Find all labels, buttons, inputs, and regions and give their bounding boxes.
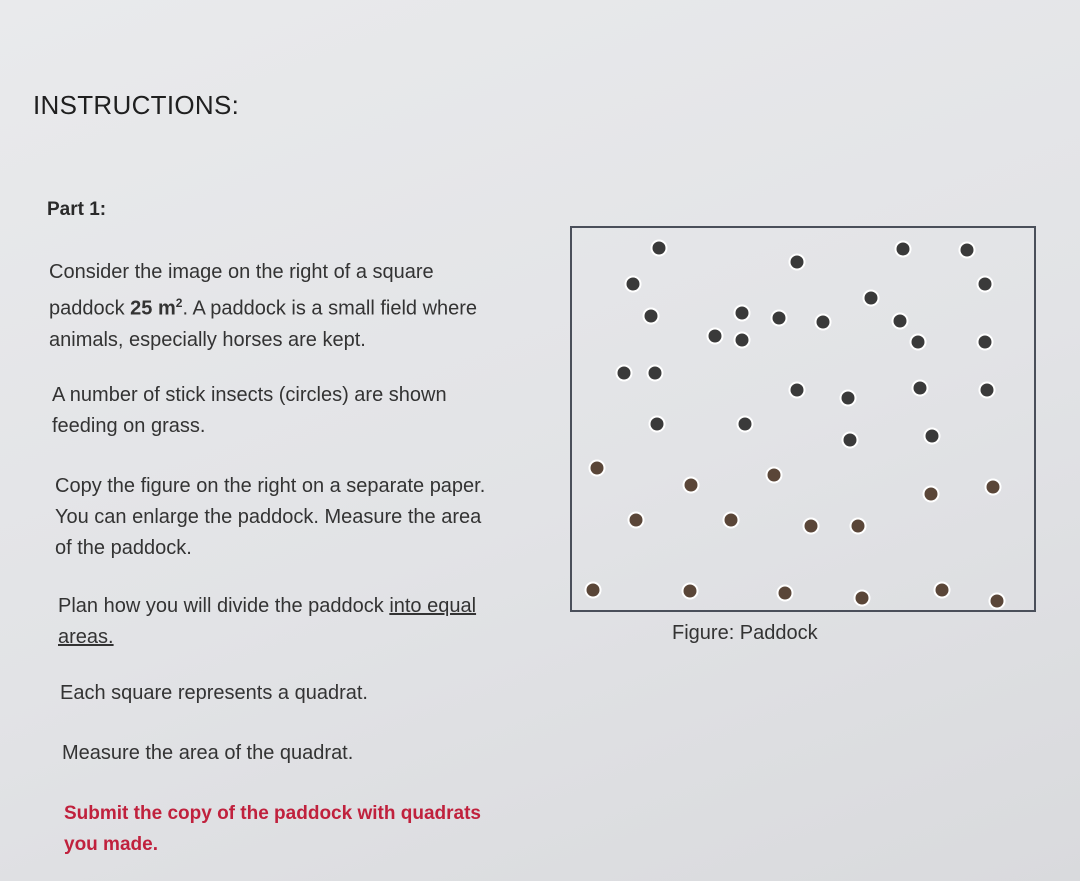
para2-line2: feeding on grass. [52,415,206,437]
stick-insect-circle [724,513,739,528]
stick-insect-circle [841,391,856,406]
area-superscript: 2 [175,296,183,310]
figure-caption: Figure: Paddock [672,622,818,644]
stick-insect-circle [772,311,787,326]
stick-insect-circle [683,584,698,599]
para4-line1-underlined: into equal [389,595,477,617]
paddock-area: 25 m [130,297,176,320]
para2-line1: A number of stick insects (circles) are shown [52,384,447,406]
stick-insect-circle [650,417,665,432]
stick-insect-circle [924,487,939,502]
stick-insect-circle [617,366,632,381]
para3-line1: Copy the figure on the right on a separate paper. [55,475,486,497]
stick-insect-circle [767,468,782,483]
stick-insect-circle [735,333,750,348]
stick-insect-circle [864,291,879,306]
stick-insect-circle [684,478,699,493]
stick-insect-circle [913,381,928,396]
stick-insect-circle [893,314,908,329]
stick-insect-circle [896,242,911,257]
para1-line2-end: . A paddock is a small field where [182,297,478,320]
stick-insect-circle [911,335,926,350]
instructions-heading: INSTRUCTIONS: [33,90,240,120]
para4-line2-underlined: areas. [58,626,114,648]
para7-line1: Submit the copy of the paddock with quadrats [64,803,481,824]
stick-insect-circle [980,383,995,398]
stick-insect-circle [960,243,975,258]
stick-insect-circle [804,519,819,534]
quadrat-note: Each square represents a quadrat. [60,682,368,704]
stick-insect-circle [586,583,601,598]
stick-insect-circle [978,335,993,350]
stick-insect-circle [629,513,644,528]
stick-insect-circle [978,277,993,292]
stick-insect-circle [648,366,663,381]
stick-insect-circle [925,429,940,444]
stick-insect-circle [590,461,605,476]
stick-insect-circle [851,519,866,534]
measure-instruction: Measure the area of the quadrat. [62,742,354,764]
stick-insect-circle [986,480,1001,495]
stick-insect-circle [652,241,667,256]
stick-insect-circle [935,583,950,598]
part-1-label: Part 1: [47,199,107,220]
para4-line1-plain: Plan how you will divide the paddock [58,595,390,617]
para3-line3: of the paddock. [55,537,192,559]
stick-insect-circle [708,329,723,344]
stick-insect-circle [790,383,805,398]
stick-insect-circle [738,417,753,432]
stick-insect-circle [816,315,831,330]
stick-insect-circle [778,586,793,601]
stick-insect-circle [843,433,858,448]
stick-insect-circle [990,594,1005,609]
stick-insect-circle [644,309,659,324]
stick-insect-circle [790,255,805,270]
para1-line1: Consider the image on the right of a square [49,261,434,283]
stick-insect-circle [735,306,750,321]
para1-line3: animals, especially horses are kept. [49,328,366,351]
para7-line2: you made. [64,834,158,855]
stick-insect-circle [855,591,870,606]
para1-line2-start: paddock [49,297,131,320]
stick-insect-circle [626,277,641,292]
para3-line2: You can enlarge the paddock. Measure the area [55,506,482,528]
